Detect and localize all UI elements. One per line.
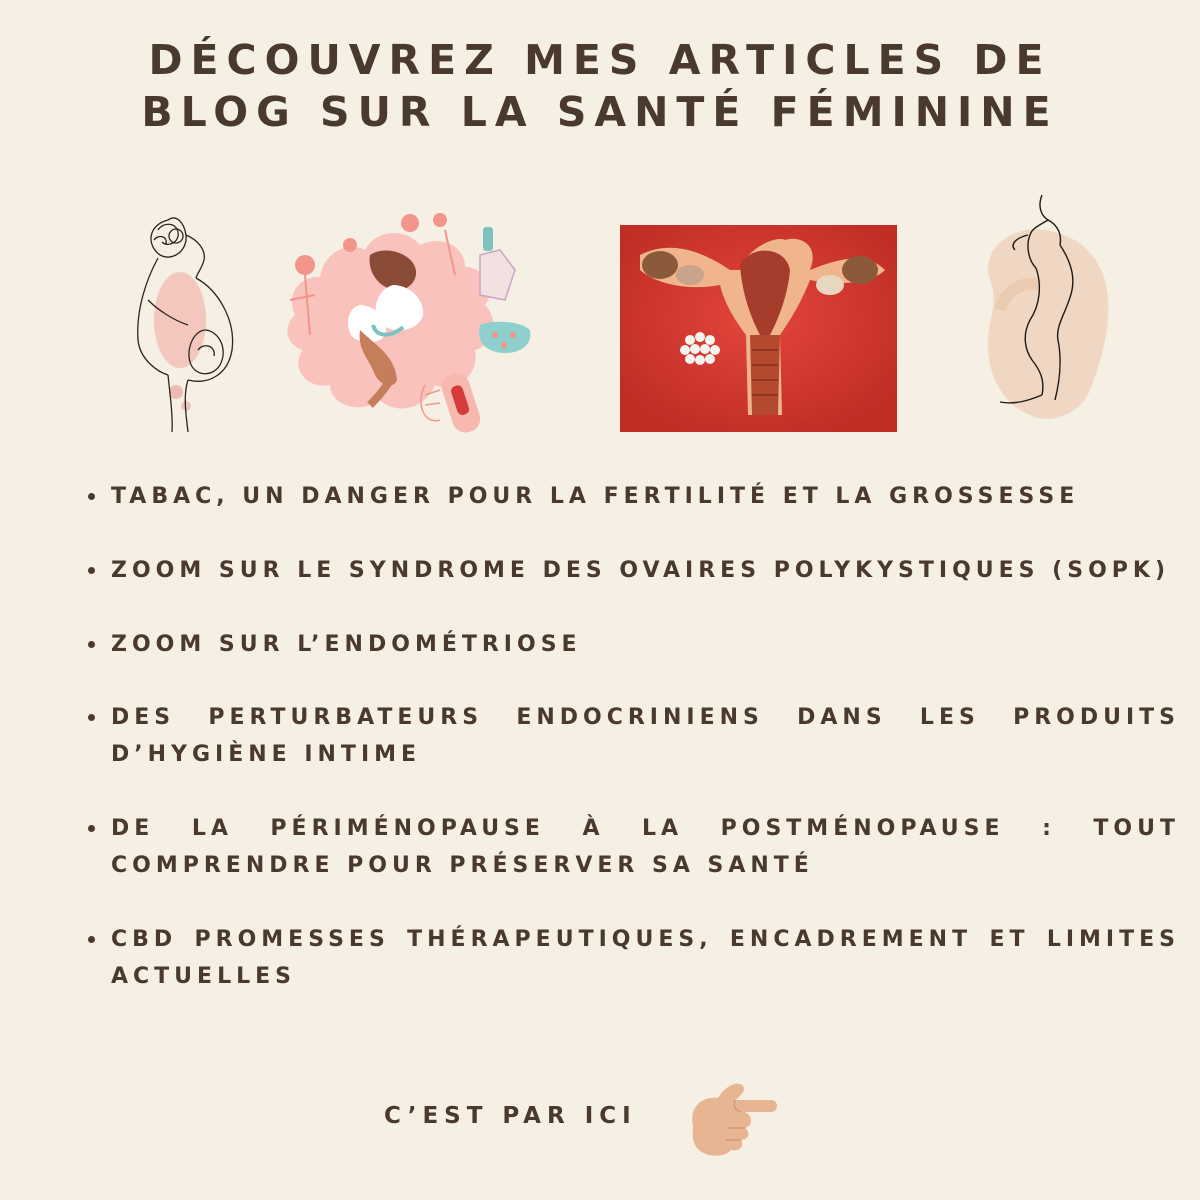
article-item-menopause[interactable] <box>84 810 1180 884</box>
bullet-icon <box>88 567 95 574</box>
woman-period-pain-illustration-icon <box>275 205 555 435</box>
article-label: TABAC, UN DANGER POUR LA FERTILITÉ ET LA GROSSESSE <box>111 484 1080 509</box>
article-list <box>84 478 1180 1032</box>
cta-link[interactable]: C’EST PAR ICI <box>384 1103 637 1129</box>
article-item-cbd[interactable] <box>84 921 1180 995</box>
article-item-sopk[interactable] <box>84 552 1180 589</box>
bullet-icon <box>88 825 95 832</box>
article-label: DE LA PÉRIMÉNOPAUSE À LA POSTMÉNOPAUSE : TOUT COMPRENDRE POUR PRÉSERVER SA SANTÉ <box>111 816 1180 878</box>
article-item-tabac[interactable] <box>84 478 1180 515</box>
title-line-2: BLOG SUR LA SANTÉ FÉMININE <box>141 88 1059 136</box>
uterus-anatomical-model-photo-icon <box>620 225 897 432</box>
bullet-icon <box>88 714 95 721</box>
article-item-endometriose[interactable] <box>84 626 1180 663</box>
article-label: ZOOM SUR L’ENDOMÉTRIOSE <box>111 632 582 657</box>
pregnant-woman-line-art-icon <box>128 200 248 435</box>
bullet-icon <box>88 641 95 648</box>
female-body-silhouette-icon <box>970 190 1130 435</box>
article-label: DES PERTURBATEURS ENDOCRINIENS DANS LES PRODUITS D’HYGIÈNE INTIME <box>111 705 1180 767</box>
title-line-1: DÉCOUVREZ MES ARTICLES DE <box>148 36 1052 84</box>
page-title <box>0 34 1200 138</box>
bullet-icon <box>88 936 95 943</box>
article-label: ZOOM SUR LE SYNDROME DES OVAIRES POLYKYSTIQUES (SOPK) <box>111 558 1171 583</box>
bullet-icon <box>88 493 95 500</box>
pointing-hand-icon[interactable] <box>683 1078 783 1160</box>
article-item-perturbateurs[interactable] <box>84 699 1180 773</box>
article-label: CBD PROMESSES THÉRAPEUTIQUES, ENCADREMENT ET LIMITES ACTUELLES <box>111 927 1180 989</box>
